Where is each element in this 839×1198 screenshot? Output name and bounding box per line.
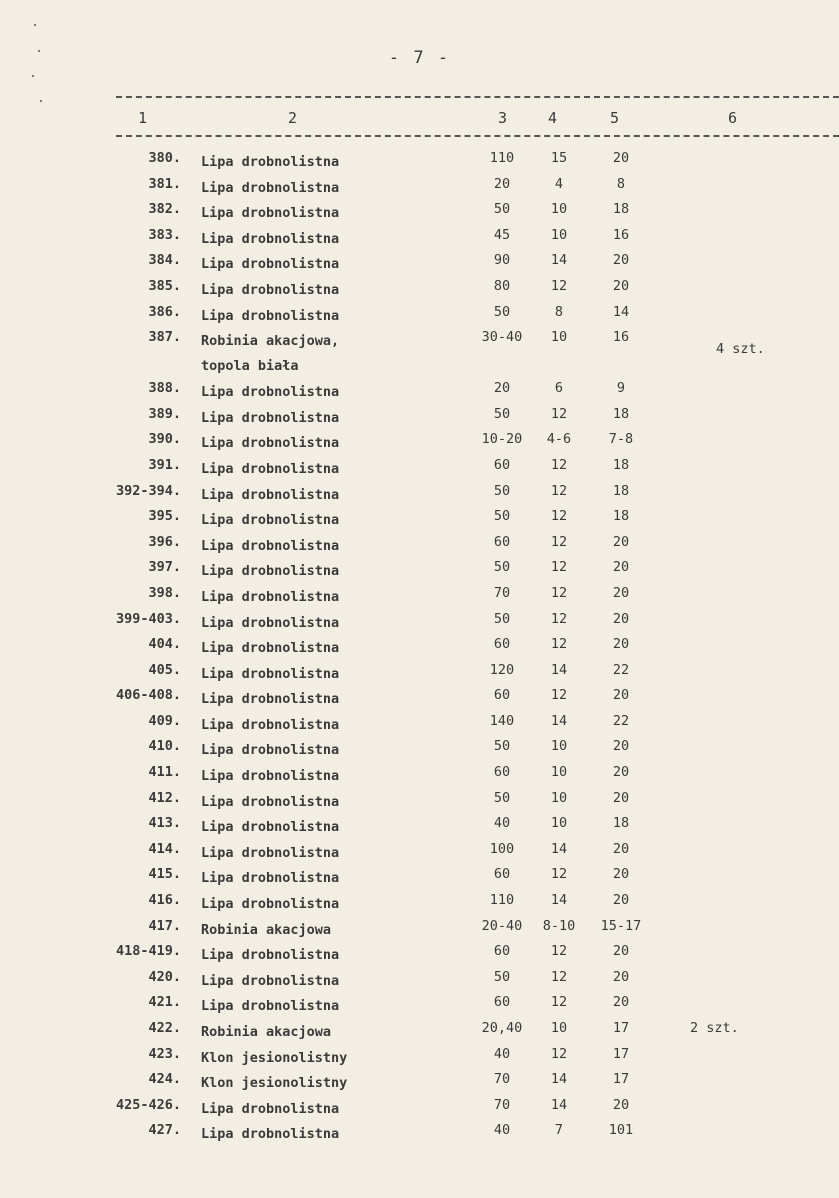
tree-species: Lipa drobnolistna [201, 947, 340, 964]
column-4-value: 12 [550, 610, 568, 627]
column-4-value: 14 [550, 252, 568, 269]
column-header-5: 5 [610, 109, 620, 127]
column-5-value: 8 [616, 175, 626, 192]
table-row [0, 636, 839, 662]
column-3-value: 50 [493, 508, 511, 525]
column-4-value: 10 [550, 789, 568, 806]
table-header-rule [116, 135, 839, 137]
table-row [0, 892, 839, 918]
column-5-value: 20 [612, 968, 630, 985]
column-header-2: 2 [288, 109, 298, 127]
column-5-value: 20 [612, 789, 630, 806]
table-row [0, 508, 839, 534]
column-3-value: 80 [493, 277, 511, 294]
table-row [0, 380, 839, 406]
column-3-value: 50 [493, 968, 511, 985]
column-header-4: 4 [548, 109, 558, 127]
table-row [0, 866, 839, 892]
column-3-value: 20 [493, 175, 511, 192]
column-4-value: 6 [554, 380, 564, 397]
tree-species: Lipa drobnolistna [201, 819, 340, 836]
row-number: 390. [148, 431, 181, 448]
column-4-value: 10 [550, 1020, 568, 1036]
column-5-value: 20 [612, 610, 630, 627]
column-5-value: 20 [612, 277, 630, 294]
column-3-value: 60 [493, 687, 511, 704]
column-3-value: 60 [493, 764, 511, 781]
column-4-value: 12 [550, 584, 568, 601]
column-5-value: 20 [612, 636, 630, 653]
column-4-value: 14 [550, 840, 568, 857]
column-3-value: 70 [493, 1096, 511, 1113]
row-number: 427. [148, 1122, 181, 1139]
table-row [0, 1071, 839, 1097]
column-5-value: 20 [612, 764, 630, 781]
tree-species: Lipa drobnolistna [201, 614, 340, 631]
row-number: 395. [148, 508, 181, 525]
column-5-value: 18 [612, 456, 630, 473]
paper-speck [40, 100, 42, 102]
table-row [0, 662, 839, 688]
tree-species: Lipa drobnolistna [201, 563, 340, 580]
tree-species: Lipa drobnolistna [201, 486, 340, 503]
column-4-value: 10 [550, 226, 568, 243]
column-5-value: 18 [612, 508, 630, 525]
tree-species: Lipa drobnolistna [201, 691, 340, 708]
tree-species: Lipa drobnolistna [201, 998, 340, 1015]
column-4-value: 12 [550, 508, 568, 525]
table-row [0, 483, 839, 509]
row-number: 386. [148, 303, 181, 320]
row-number: 405. [148, 661, 181, 678]
row-number: 380. [148, 150, 181, 166]
column-3-value: 50 [493, 789, 511, 806]
column-4-value: 12 [550, 1045, 568, 1062]
row-number: 415. [148, 866, 181, 883]
column-3-value: 110 [489, 150, 515, 166]
table-row [0, 687, 839, 713]
column-4-value: 15 [550, 150, 568, 166]
row-number: 406-408. [115, 687, 181, 704]
column-5-value: 20 [612, 533, 630, 550]
column-4-value: 4-6 [546, 431, 572, 448]
column-5-value: 17 [612, 1071, 630, 1088]
tree-species: Lipa drobnolistna [201, 716, 340, 733]
paper-speck [34, 24, 36, 26]
table-row [0, 790, 839, 816]
table-row [0, 1020, 839, 1046]
row-number: 396. [148, 533, 181, 550]
column-3-value: 50 [493, 405, 511, 422]
column-3-value: 50 [493, 559, 511, 576]
tree-species: Lipa drobnolistna [201, 972, 340, 989]
table-row [0, 1122, 839, 1148]
column-5-value: 20 [612, 994, 630, 1011]
tree-species: Lipa drobnolistna [201, 896, 340, 913]
column-4-value: 10 [550, 329, 568, 346]
column-5-value: 17 [612, 1045, 630, 1062]
column-5-value: 20 [612, 687, 630, 704]
column-3-value: 90 [493, 252, 511, 269]
row-number: 413. [148, 815, 181, 832]
table-header-row [0, 109, 839, 129]
tree-species: Lipa drobnolistna [201, 1100, 340, 1117]
column-3-value: 45 [493, 226, 511, 243]
column-3-value: 60 [493, 943, 511, 960]
tree-species: Lipa drobnolistna [201, 307, 340, 324]
table-row [0, 406, 839, 432]
row-number: 388. [148, 380, 181, 397]
table-row [0, 150, 839, 176]
column-4-value: 8 [554, 303, 564, 320]
column-3-value: 70 [493, 584, 511, 601]
row-number: 404. [148, 636, 181, 653]
table-row [0, 969, 839, 995]
column-6-note: 4 szt. [716, 341, 765, 358]
row-number: 409. [148, 712, 181, 729]
column-5-value: 20 [612, 943, 630, 960]
table-row [0, 841, 839, 867]
column-3-value: 70 [493, 1071, 511, 1088]
row-number: 384. [148, 252, 181, 269]
column-4-value: 10 [550, 201, 568, 218]
column-5-value: 22 [612, 712, 630, 729]
column-4-value: 12 [550, 994, 568, 1011]
column-5-value: 20 [612, 252, 630, 269]
tree-species: Lipa drobnolistna [201, 256, 340, 273]
tree-species: Lipa drobnolistna [201, 665, 340, 682]
column-4-value: 10 [550, 764, 568, 781]
row-number: 397. [148, 559, 181, 576]
table-row [0, 278, 839, 304]
column-4-value: 14 [550, 1071, 568, 1088]
table-row [0, 994, 839, 1020]
tree-species: Lipa drobnolistna [201, 844, 340, 861]
table-row [0, 559, 839, 585]
column-5-value: 22 [612, 661, 630, 678]
tree-species: Robinia akacjowa, topola biała [201, 333, 340, 375]
tree-species: Lipa drobnolistna [201, 1126, 340, 1143]
row-number: 420. [148, 968, 181, 985]
row-number: 389. [148, 405, 181, 422]
tree-species: Robinia akacjowa [201, 921, 332, 938]
column-3-value: 20,40 [481, 1020, 523, 1036]
table-row [0, 1097, 839, 1123]
column-header-3: 3 [498, 109, 508, 127]
column-4-value: 12 [550, 405, 568, 422]
row-number: 425-426. [115, 1096, 181, 1113]
tree-species: Lipa drobnolistna [201, 870, 340, 887]
column-5-value: 20 [612, 840, 630, 857]
column-5-value: 20 [612, 559, 630, 576]
column-4-value: 12 [550, 943, 568, 960]
column-6-note: 2 szt. [690, 1020, 739, 1036]
column-5-value: 20 [612, 150, 630, 166]
row-number: 423. [148, 1045, 181, 1062]
column-4-value: 10 [550, 815, 568, 832]
tree-species: Lipa drobnolistna [201, 384, 340, 401]
column-5-value: 101 [608, 1122, 634, 1139]
column-4-value: 7 [554, 1122, 564, 1139]
table-row [0, 176, 839, 202]
column-5-value: 20 [612, 584, 630, 601]
column-5-value: 18 [612, 482, 630, 499]
column-4-value: 8-10 [542, 917, 576, 934]
tree-species: Lipa drobnolistna [201, 409, 340, 426]
row-number: 383. [148, 226, 181, 243]
column-4-value: 12 [550, 482, 568, 499]
row-number: 410. [148, 738, 181, 755]
row-number: 399-403. [115, 610, 181, 627]
column-4-value: 14 [550, 661, 568, 678]
row-number: 391. [148, 456, 181, 473]
table-row [0, 738, 839, 764]
column-3-value: 60 [493, 456, 511, 473]
column-4-value: 14 [550, 892, 568, 909]
column-3-value: 60 [493, 533, 511, 550]
table-row [0, 227, 839, 253]
column-4-value: 12 [550, 456, 568, 473]
column-3-value: 50 [493, 610, 511, 627]
column-3-value: 20-40 [481, 917, 523, 934]
column-3-value: 60 [493, 994, 511, 1011]
column-5-value: 20 [612, 738, 630, 755]
table-body [0, 150, 839, 1148]
table-row [0, 431, 839, 457]
row-number: 381. [148, 175, 181, 192]
column-3-value: 50 [493, 201, 511, 218]
tree-species: Lipa drobnolistna [201, 768, 340, 785]
column-5-value: 20 [612, 1096, 630, 1113]
table-row [0, 585, 839, 611]
column-5-value: 16 [612, 226, 630, 243]
column-4-value: 14 [550, 712, 568, 729]
column-3-value: 60 [493, 636, 511, 653]
column-4-value: 12 [550, 968, 568, 985]
tree-species: Lipa drobnolistna [201, 537, 340, 554]
table-row [0, 201, 839, 227]
table-row [0, 764, 839, 790]
row-number: 424. [148, 1071, 181, 1088]
column-5-value: 17 [612, 1020, 630, 1036]
table-top-rule [116, 96, 839, 98]
table-row [0, 1046, 839, 1072]
column-5-value: 20 [612, 892, 630, 909]
tree-species: Lipa drobnolistna [201, 742, 340, 759]
row-number: 411. [148, 764, 181, 781]
row-number: 421. [148, 994, 181, 1011]
tree-species: Klon jesionolistny [201, 1049, 348, 1066]
table-row [0, 918, 839, 944]
column-5-value: 7-8 [608, 431, 634, 448]
table-row [0, 329, 839, 380]
column-3-value: 40 [493, 815, 511, 832]
row-number: 416. [148, 892, 181, 909]
column-5-value: 16 [612, 329, 630, 346]
column-5-value: 18 [612, 201, 630, 218]
column-3-value: 30-40 [481, 329, 523, 346]
table-row [0, 943, 839, 969]
column-3-value: 50 [493, 303, 511, 320]
column-4-value: 12 [550, 559, 568, 576]
tree-species: Lipa drobnolistna [201, 793, 340, 810]
column-5-value: 18 [612, 815, 630, 832]
column-header-1: 1 [138, 109, 148, 127]
column-3-value: 40 [493, 1122, 511, 1139]
row-number: 398. [148, 584, 181, 601]
column-3-value: 100 [489, 840, 515, 857]
column-4-value: 14 [550, 1096, 568, 1113]
column-5-value: 9 [616, 380, 626, 397]
tree-species: Lipa drobnolistna [201, 230, 340, 247]
row-number: 385. [148, 277, 181, 294]
column-5-value: 14 [612, 303, 630, 320]
column-4-value: 12 [550, 636, 568, 653]
column-4-value: 12 [550, 866, 568, 883]
tree-species: Lipa drobnolistna [201, 179, 340, 196]
tree-species: Lipa drobnolistna [201, 640, 340, 657]
column-3-value: 60 [493, 866, 511, 883]
tree-species: Lipa drobnolistna [201, 205, 340, 222]
row-number: 412. [148, 789, 181, 806]
table-row [0, 815, 839, 841]
table-row [0, 713, 839, 739]
table-row [0, 457, 839, 483]
tree-species: Lipa drobnolistna [201, 512, 340, 529]
row-number: 417. [148, 917, 181, 934]
tree-species: Lipa drobnolistna [201, 588, 340, 605]
column-3-value: 40 [493, 1045, 511, 1062]
column-5-value: 15-17 [600, 917, 642, 934]
page-number: - 7 - [388, 48, 451, 68]
column-3-value: 110 [489, 892, 515, 909]
row-number: 382. [148, 201, 181, 218]
column-5-value: 20 [612, 866, 630, 883]
column-4-value: 12 [550, 277, 568, 294]
tree-species: Lipa drobnolistna [201, 435, 340, 452]
column-3-value: 10-20 [481, 431, 523, 448]
column-4-value: 12 [550, 687, 568, 704]
tree-species: Robinia akacjowa [201, 1024, 332, 1040]
table-row [0, 252, 839, 278]
table-row [0, 611, 839, 637]
table-row [0, 304, 839, 330]
row-number: 387. [148, 329, 181, 346]
column-5-value: 18 [612, 405, 630, 422]
column-3-value: 20 [493, 380, 511, 397]
table-row [0, 534, 839, 560]
tree-species: Klon jesionolistny [201, 1075, 348, 1092]
tree-species: Lipa drobnolistna [201, 281, 340, 298]
column-3-value: 140 [489, 712, 515, 729]
column-3-value: 50 [493, 482, 511, 499]
column-3-value: 120 [489, 661, 515, 678]
row-number: 414. [148, 840, 181, 857]
column-4-value: 12 [550, 533, 568, 550]
column-4-value: 4 [554, 175, 564, 192]
row-number: 418-419. [115, 943, 181, 960]
column-header-6: 6 [728, 109, 738, 127]
tree-species: Lipa drobnolistna [201, 460, 340, 477]
paper-speck [32, 75, 34, 77]
row-number: 422. [148, 1020, 181, 1036]
row-number: 392-394. [115, 482, 181, 499]
column-3-value: 50 [493, 738, 511, 755]
column-4-value: 10 [550, 738, 568, 755]
tree-species: Lipa drobnolistna [201, 154, 340, 170]
